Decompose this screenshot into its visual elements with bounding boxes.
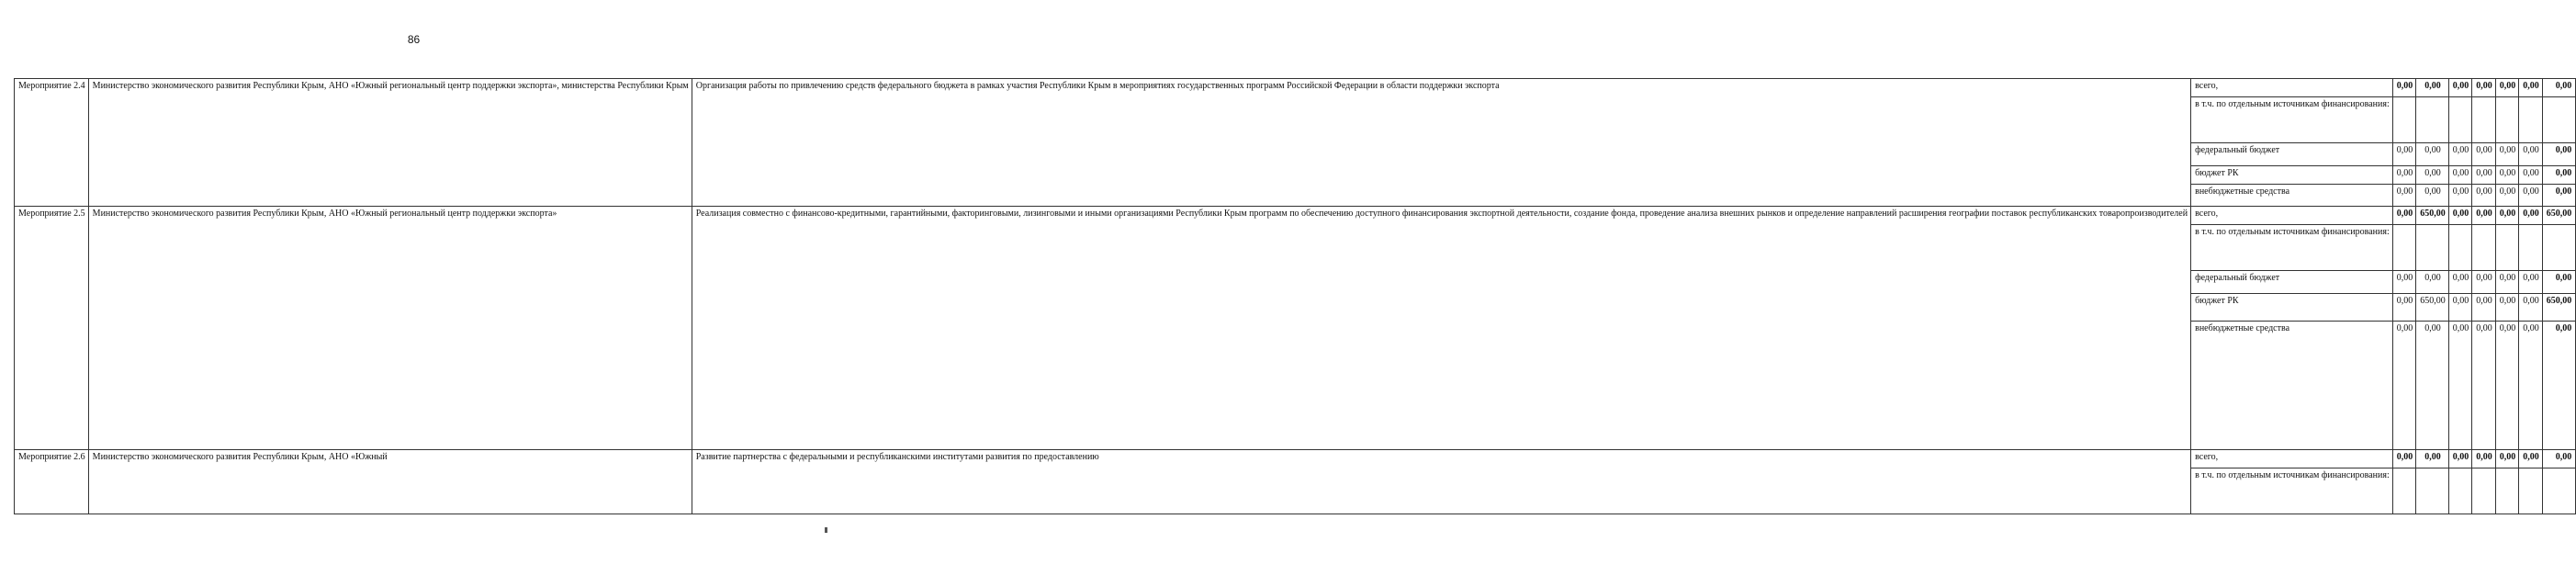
year-value: 0,00 (2416, 271, 2449, 294)
total-value: 0,00 (2542, 79, 2576, 97)
year-value: 0,00 (2392, 322, 2416, 450)
year-value: 0,00 (2519, 143, 2543, 166)
measure-name: Мероприятие 2.5 (15, 207, 89, 450)
year-value: 0,00 (2472, 143, 2496, 166)
measure-name: Мероприятие 2.4 (15, 79, 89, 207)
year-value: 0,00 (2392, 294, 2416, 322)
year-value: 0,00 (2472, 166, 2496, 185)
funding-source: в т.ч. по отдельным источникам финансирования: (2191, 468, 2393, 514)
year-value: 0,00 (2416, 450, 2449, 468)
year-value (2495, 225, 2519, 271)
year-value: 0,00 (2495, 185, 2519, 207)
year-value: 0,00 (2495, 322, 2519, 450)
year-value: 0,00 (2448, 143, 2472, 166)
year-value: 0,00 (2472, 271, 2496, 294)
funding-source: внебюджетные средства (2191, 185, 2393, 207)
funding-source: федеральный бюджет (2191, 271, 2393, 294)
table-row (15, 450, 2576, 468)
funding-source: всего, (2191, 207, 2393, 225)
year-value: 0,00 (2495, 271, 2519, 294)
year-value: 0,00 (2392, 166, 2416, 185)
year-value: 0,00 (2416, 79, 2449, 97)
year-value: 0,00 (2519, 166, 2543, 185)
year-value: 0,00 (2495, 166, 2519, 185)
total-value: 0,00 (2542, 143, 2576, 166)
year-value: 0,00 (2416, 185, 2449, 207)
total-value (2542, 225, 2576, 271)
measure-name: Мероприятие 2.6 (15, 450, 89, 514)
year-value: 0,00 (2495, 207, 2519, 225)
funding-source: всего, (2191, 79, 2393, 97)
executor: Министерство экономического развития Республики Крым, АНО «Южный (88, 450, 692, 514)
table-row (15, 79, 2576, 97)
year-value (2392, 225, 2416, 271)
year-value (2416, 97, 2449, 143)
year-value: 0,00 (2495, 450, 2519, 468)
year-value: 0,00 (2495, 143, 2519, 166)
total-value: 0,00 (2542, 166, 2576, 185)
year-value: 0,00 (2519, 207, 2543, 225)
year-value (2392, 468, 2416, 514)
year-value (2448, 225, 2472, 271)
funding-source: всего, (2191, 450, 2393, 468)
year-value: 0,00 (2472, 79, 2496, 97)
year-value: 0,00 (2519, 185, 2543, 207)
financing-table (14, 78, 2576, 514)
year-value (2519, 225, 2543, 271)
year-value: 0,00 (2519, 450, 2543, 468)
total-value (2542, 97, 2576, 143)
executor: Министерство экономического развития Республики Крым, АНО «Южный региональный центр поддержки экспорта» (88, 207, 692, 450)
total-value: 0,00 (2542, 271, 2576, 294)
year-value (2416, 225, 2449, 271)
year-value (2416, 468, 2449, 514)
year-value: 0,00 (2472, 185, 2496, 207)
year-value (2472, 97, 2496, 143)
funding-source: бюджет РК (2191, 166, 2393, 185)
year-value: 0,00 (2416, 166, 2449, 185)
funding-source: бюджет РК (2191, 294, 2393, 322)
year-value: 0,00 (2392, 450, 2416, 468)
year-value (2519, 97, 2543, 143)
year-value: 0,00 (2448, 166, 2472, 185)
year-value: 0,00 (2392, 185, 2416, 207)
year-value: 650,00 (2416, 207, 2449, 225)
year-value (2448, 468, 2472, 514)
year-value: 0,00 (2519, 322, 2543, 450)
year-value: 0,00 (2392, 271, 2416, 294)
year-value (2392, 97, 2416, 143)
year-value: 0,00 (2448, 79, 2472, 97)
year-value (2495, 468, 2519, 514)
year-value: 0,00 (2448, 294, 2472, 322)
total-value: 0,00 (2542, 450, 2576, 468)
year-value: 0,00 (2519, 271, 2543, 294)
funding-source: в т.ч. по отдельным источникам финансирования: (2191, 97, 2393, 143)
year-value: 0,00 (2495, 79, 2519, 97)
measure-description: Организация работы по привлечению средств федерального бюджета в рамках участия Республики Крым в мероприятиях государственных программ Российской Федерации в области поддержки экспорта (692, 79, 2190, 207)
year-value: 0,00 (2472, 450, 2496, 468)
year-value: 0,00 (2519, 294, 2543, 322)
scan-edge-mark (825, 527, 827, 533)
total-value: 0,00 (2542, 185, 2576, 207)
year-value: 0,00 (2448, 185, 2472, 207)
year-value (2495, 97, 2519, 143)
year-value (2448, 97, 2472, 143)
year-value: 0,00 (2448, 207, 2472, 225)
year-value: 0,00 (2448, 450, 2472, 468)
total-value: 0,00 (2542, 322, 2576, 450)
year-value: 650,00 (2416, 294, 2449, 322)
year-value: 0,00 (2472, 207, 2496, 225)
table-row (15, 207, 2576, 225)
year-value: 0,00 (2495, 294, 2519, 322)
page-number: 86 (407, 33, 421, 46)
executor: Министерство экономического развития Республики Крым, АНО «Южный региональный центр поддержки экспорта», министерства Республики Крым (88, 79, 692, 207)
measure-description: Развитие партнерства с федеральными и республиканскими институтами развития по предоставлению (692, 450, 2190, 514)
funding-source: в т.ч. по отдельным источникам финансирования: (2191, 225, 2393, 271)
year-value (2472, 468, 2496, 514)
total-value: 650,00 (2542, 294, 2576, 322)
year-value: 0,00 (2392, 207, 2416, 225)
funding-source: внебюджетные средства (2191, 322, 2393, 450)
year-value: 0,00 (2416, 322, 2449, 450)
year-value: 0,00 (2448, 271, 2472, 294)
total-value (2542, 468, 2576, 514)
year-value: 0,00 (2472, 294, 2496, 322)
year-value (2472, 225, 2496, 271)
year-value (2519, 468, 2543, 514)
year-value: 0,00 (2392, 143, 2416, 166)
year-value: 0,00 (2472, 322, 2496, 450)
measure-description: Реализация совместно с финансово-кредитными, гарантийными, факторинговыми, лизинговыми и иными организациями Республики Крым программ по обеспечению доступного финансирования экспортной деятельности, создание фонда, проведение анализа внешних рынков и определение направлений расширения географии поставок республиканских товаропроизводителей (692, 207, 2190, 450)
total-value: 650,00 (2542, 207, 2576, 225)
year-value: 0,00 (2392, 79, 2416, 97)
funding-source: федеральный бюджет (2191, 143, 2393, 166)
year-value: 0,00 (2519, 79, 2543, 97)
year-value: 0,00 (2416, 143, 2449, 166)
year-value: 0,00 (2448, 322, 2472, 450)
